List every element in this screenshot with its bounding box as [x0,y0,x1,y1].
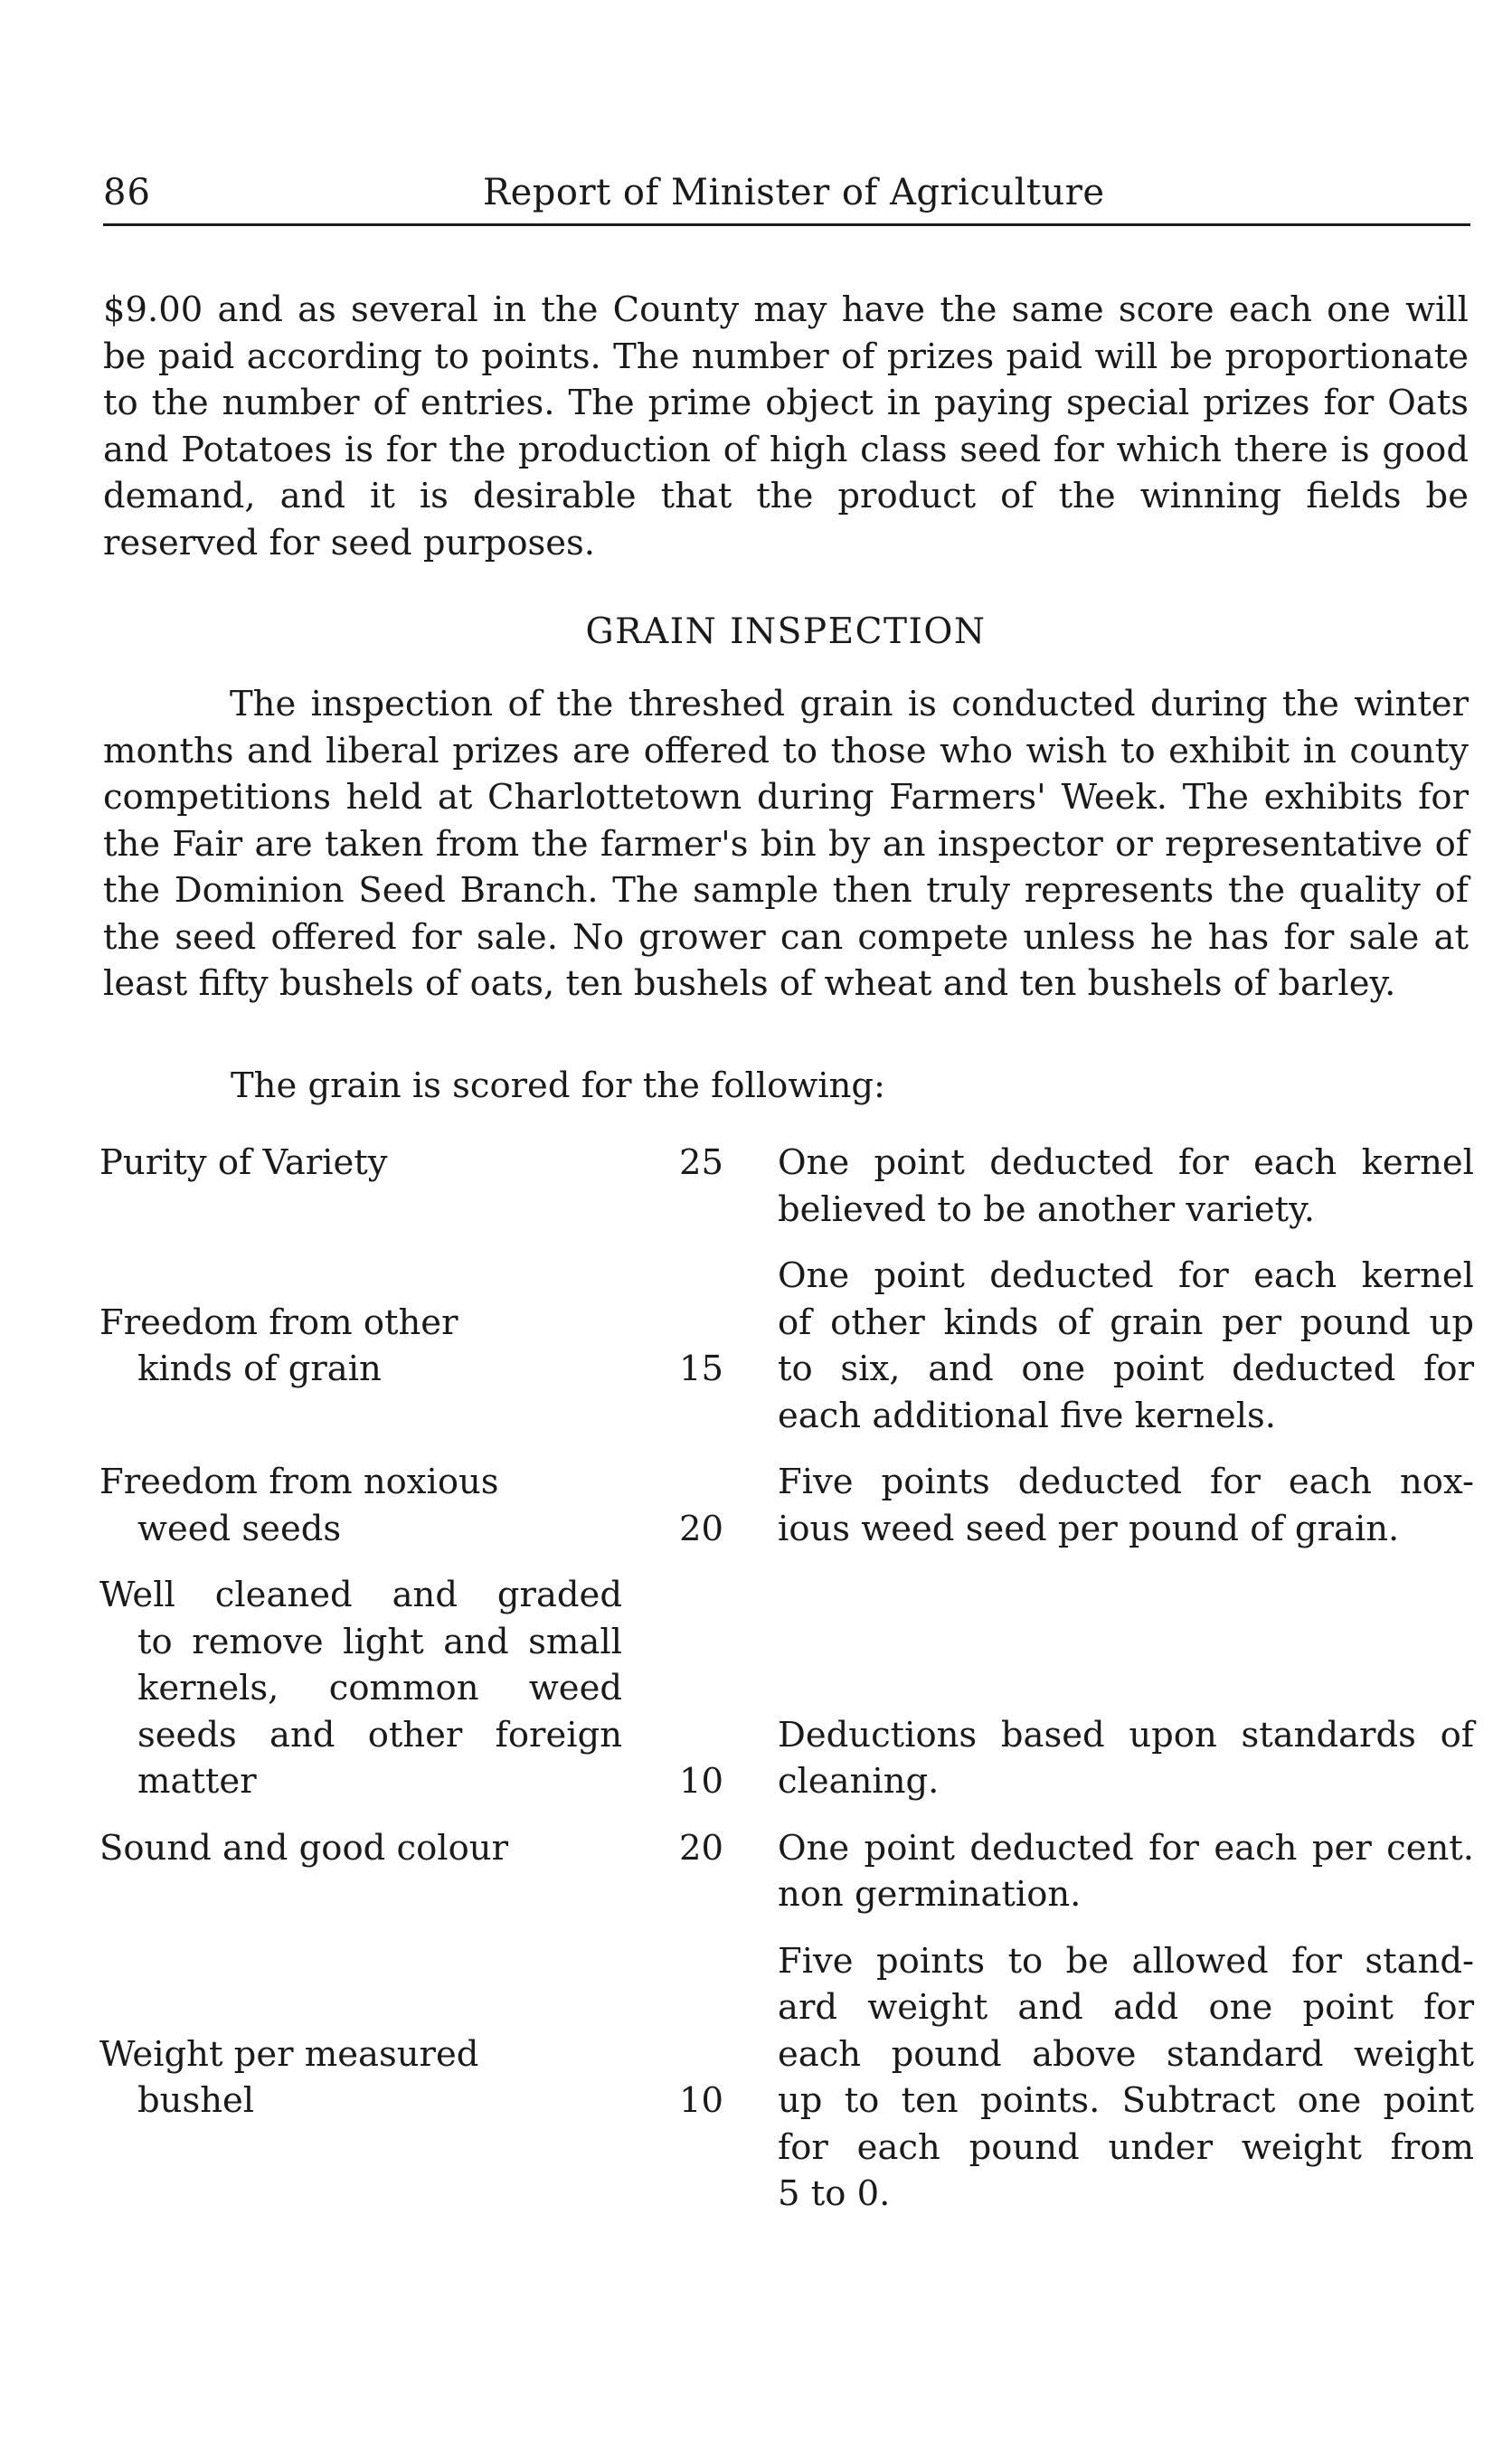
criterion-line: to remove light and small [137,1621,622,1662]
rule-line: to six, and one point deducted for [778,1349,1474,1389]
criterion-line: bushel [137,2080,255,2121]
points-value [624,2030,778,2125]
points-value: 20 [679,1508,723,1549]
points-text: 15 [679,1349,723,1390]
rule-line: each pound above standard weight [778,2033,1474,2075]
page-number: 86 [103,172,151,213]
rule-line: Five points deducted for each nox- [778,1462,1474,1502]
criterion-line: Sound and good colour [99,1827,508,1869]
points-value: 25 [679,1142,723,1183]
section-heading: GRAIN INSPECTION [585,611,987,652]
points-value: 20 [679,1827,723,1869]
criterion-line: Well cleaned and graded [99,1575,622,1615]
criterion [99,1300,624,1393]
points-value: 10 [679,1761,723,1802]
criterion-line: matter [137,1761,257,1802]
score-row [99,1938,1474,2218]
deduction-rule [778,1712,1474,1805]
running-title: Report of Minister of Agriculture [483,172,1105,213]
rule-line: each additional five kernels. [778,1395,1277,1436]
rule-line: cleaning. [778,1761,940,1802]
rule-line: Five points to be allowed for stand- [778,1940,1474,1982]
rule-line: non germination. [778,1874,1082,1915]
criterion [99,1140,624,1187]
criterion-line: seeds and other foreign [137,1714,622,1756]
criterion [99,1572,624,1805]
score-row [99,1253,1474,1439]
score-row [99,1140,1474,1233]
criterion-line: kinds of grain [137,1349,382,1389]
rule-line: for each pound under weight from [778,2126,1474,2168]
criterion [99,2031,624,2125]
rule-line: 5 to 0. [778,2173,891,2214]
rule-line: One point deducted for each per cent. [778,1827,1474,1869]
criterion [99,1459,624,1552]
rule-line: up to ten points. Subtract one point [778,2080,1474,2121]
rule-line: Deductions based upon standards of [778,1714,1474,1756]
points-value [624,1299,778,1393]
rule-line: of other kinds of grain per pound up [778,1301,1474,1343]
score-row [99,1825,1474,1918]
rule-line: believed to be another variety. [778,1188,1315,1230]
deduction-rule [778,1253,1474,1439]
paragraph-prizes: $9.00 and as several in the County may have the same score each one will be paid according to points. The number of prizes paid will be proportionate to the number of entries. The prime object in paying special prizes for Oats and Potatoes is for the production of high class seed for which there is good demand, and it is desirable that the product of the winning fields be reserved for seed purposes. [103,289,1469,563]
score-row [99,1459,1474,1552]
points-text: 10 [679,2080,723,2122]
criterion-line: weed seeds [137,1508,342,1549]
header-rule [103,223,1470,226]
rule-line: ious weed seed per pound of grain. [778,1508,1400,1549]
score-table [99,1140,1474,2238]
page-header [103,163,1469,217]
rule-line: One point deducted for each kernel [778,1255,1474,1296]
score-row [99,1572,1474,1805]
deduction-rule [778,1938,1474,2218]
criterion-line: Weight per measured [99,2033,479,2075]
deduction-rule [778,1140,1474,1233]
criterion-line: Freedom from noxious [99,1462,499,1502]
paragraph-scoring-intro: The grain is scored for the following: [231,1065,885,1106]
criterion-line: Freedom from other [99,1301,458,1343]
deduction-rule [778,1825,1474,1918]
rule-line: ard weight and add one point for [778,1987,1474,2028]
criterion-line: Purity of Variety [99,1142,388,1183]
criterion-line: kernels, common weed [137,1668,622,1708]
paragraph-inspection: The inspection of the threshed grain is conducted during the winter months and liberal prizes are offered to those who wish to exhibit in county competitions held at Charlottetown during Farmers' Week. The exhibits for the Fair are taken from the farmer's bin by an inspector or representative of the Dominion Seed Branch. The sample then truly represents the quality of the seed offered for sale. No grower can compete unless he has for sale at least fifty bushels of oats, ten bushels of wheat and ten bushels of barley. [103,684,1469,1004]
deduction-rule [778,1459,1474,1552]
rule-line: One point deducted for each kernel [778,1142,1474,1183]
criterion [99,1825,624,1872]
